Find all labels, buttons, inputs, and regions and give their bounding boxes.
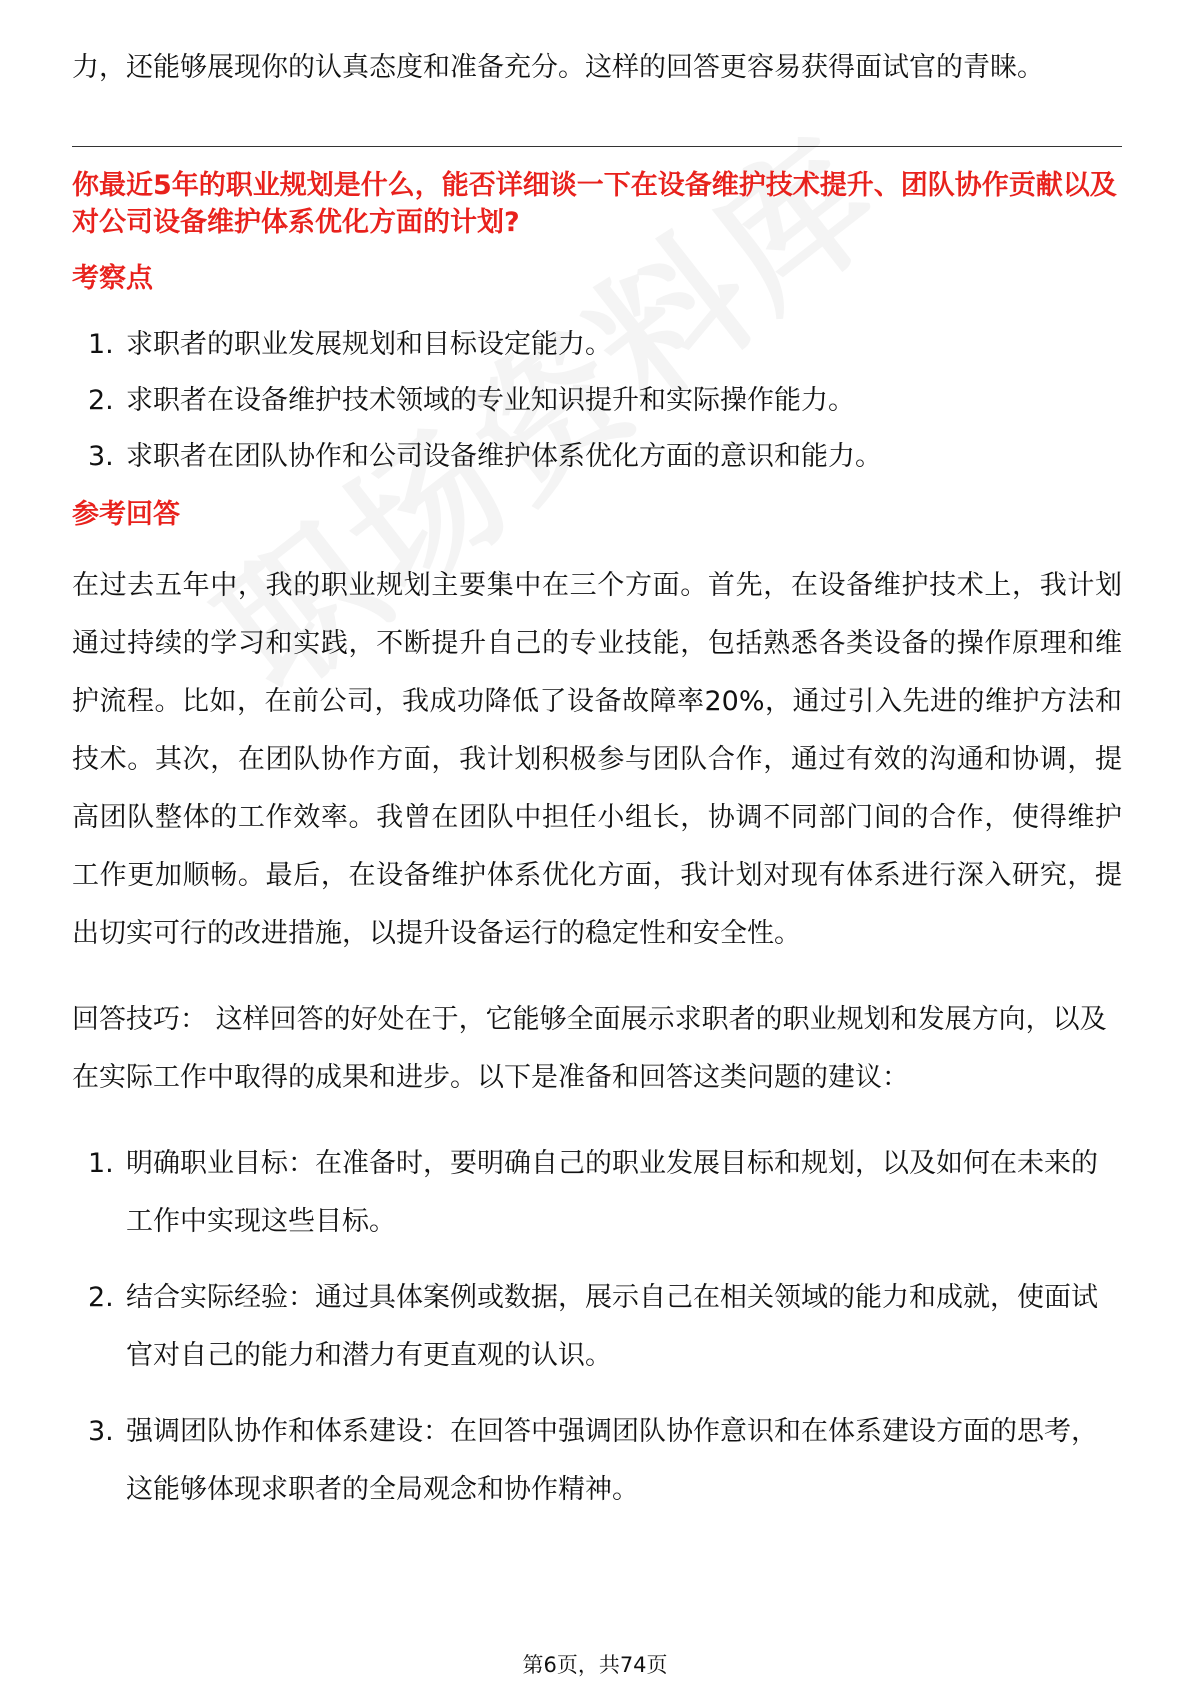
list-item-number: 1. [88, 329, 114, 360]
list-item [72, 1403, 1122, 1519]
section-divider [72, 146, 1122, 147]
list-item-number: 3. [88, 1416, 114, 1447]
list-item [72, 325, 1122, 365]
key-points-heading: 考察点 [72, 263, 153, 294]
reference-answer-heading: 参考回答 [72, 499, 180, 530]
list-item-number: 1. [88, 1148, 114, 1179]
answer-tips-intro: 回答技巧： 这样回答的好处在于，它能够全面展示求职者的职业规划和发展方向，以及在实际工作中取得的成果和进步。以下是准备和回答这类问题的建议： [72, 1004, 1107, 1093]
page-number-footer: 第6页，共74页 [522, 1653, 668, 1677]
list-item-number: 3. [88, 441, 114, 472]
list-item [72, 437, 1122, 477]
interview-question: 你最近5年的职业规划是什么，能否详细谈一下在设备维护技术提升、团队协作贡献以及对公司设备维护体系优化方面的计划? [72, 170, 1117, 238]
list-item-text: 结合实际经验：通过具体案例或数据，展示自己在相关领域的能力和成就，使面试官对自己的能力和潜力有更直观的认识。 [126, 1282, 1098, 1371]
key-points-list [72, 325, 1122, 477]
page-content [72, 48, 1122, 1537]
reference-answer-text: 在过去五年中，我的职业规划主要集中在三个方面。首先，在设备维护技术上，我计划通过持续的学习和实践，不断提升自己的专业技能，包括熟悉各类设备的操作原理和维护流程。比如，在前公司，我成功降低了设备故障率20%，通过引入先进的维护方法和技术。其次，在团队协作方面，我计划积极参与团队合作，通过有效的沟通和协调，提高团队整体的工作效率。我曾在团队中担任小组长，协调不同部门间的合作，使得维护工作更加顺畅。最后，在设备维护体系优化方面，我计划对现有体系进行深入研究，提出切实可行的改进措施，以提升设备运行的稳定性和安全性。 [72, 570, 1122, 949]
list-item [72, 1135, 1122, 1251]
list-item-text: 求职者在设备维护技术领域的专业知识提升和实际操作能力。 [126, 385, 855, 416]
list-item-text: 明确职业目标：在准备时，要明确自己的职业发展目标和规划，以及如何在未来的工作中实现这些目标。 [126, 1148, 1098, 1237]
list-item [72, 381, 1122, 421]
continued-paragraph: 力，还能够展现你的认真态度和准备充分。这样的回答更容易获得面试官的青睐。 [72, 52, 1044, 83]
answer-tips-list [72, 1135, 1122, 1519]
list-item-text: 求职者在团队协作和公司设备维护体系优化方面的意识和能力。 [126, 441, 882, 472]
list-item-number: 2. [88, 1282, 114, 1313]
list-item-text: 强调团队协作和体系建设：在回答中强调团队协作意识和在体系建设方面的思考，这能够体现求职者的全局观念和协作精神。 [126, 1416, 1098, 1505]
list-item-number: 2. [88, 385, 114, 416]
list-item-text: 求职者的职业发展规划和目标设定能力。 [126, 329, 612, 360]
list-item [72, 1269, 1122, 1385]
